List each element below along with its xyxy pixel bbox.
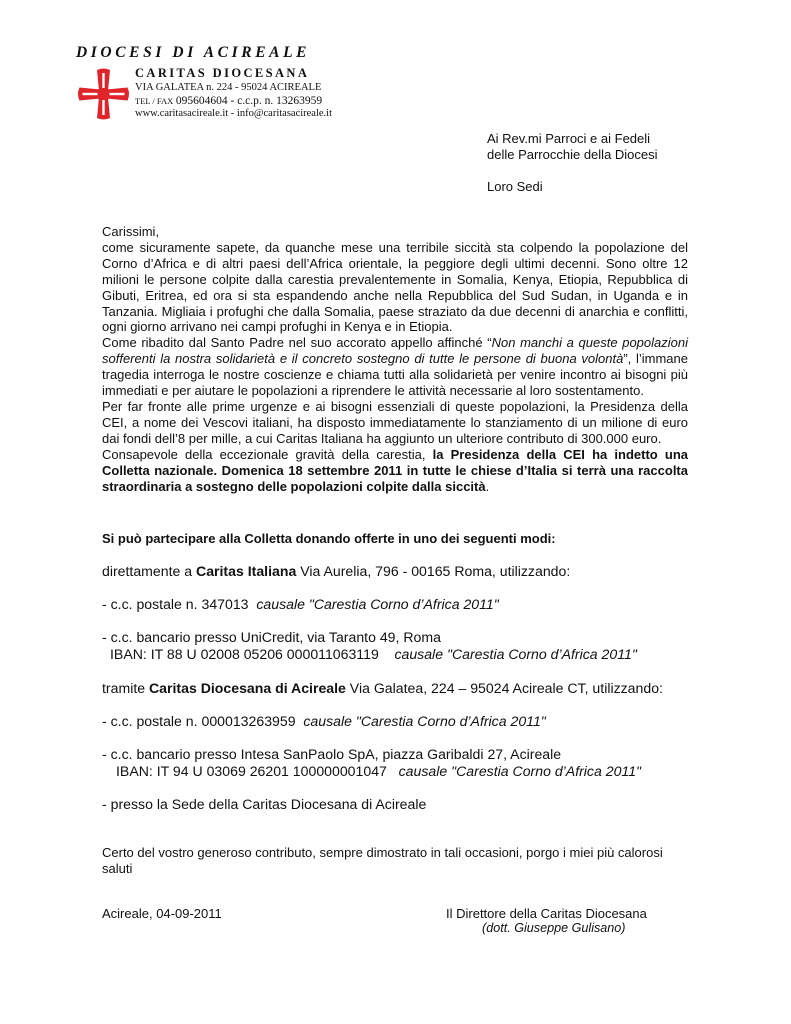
collection-announcement: la Presidenza della CEI ha indetto una Colletta nazionale. Domenica 18 settembre 2011 in tutte le chiese d’Italia si terrà una raccolta straordinaria a sostegno delle popolazioni colpite dalla siccità [102, 446, 689, 494]
ita-bank-account: - c.c. bancario presso UniCredit, via Taranto 49, Roma [102, 629, 441, 645]
organization-name: CARITAS DIOCESANA [135, 66, 310, 80]
paragraph-4 [102, 447, 688, 495]
logo-arm-slit [83, 93, 98, 95]
letterhead-website: www.caritasacireale.it - info@caritasacireale.it [135, 108, 333, 119]
donation-heading [102, 531, 556, 547]
a-suffix: Via Aurelia, 796 - 00165 Roma, utilizzando: [296, 563, 571, 579]
closing-text: Certo del vostro generoso contributo, sempre dimostrato in tali occasioni, porgo i miei più calorosi saluti [102, 845, 663, 876]
paragraph-3: Per far fronte alle prime urgenze e ai bisogni essenziali di queste popolazioni, la Presidenza della CEI, a nome dei Vescovi italiani, ha disposto immediatamente lo stanziamento di un milione di euro dai fondi dell’8 per mille, a cui Caritas Italiana ha aggiunto un ulteriore contributo di 300.000 euro. [102, 398, 688, 446]
caritas-italiana-line [102, 563, 570, 579]
signature-title: Il Direttore della Caritas Diocesana [446, 906, 647, 921]
b1-text: - c.c. postale n. 000013263959 [102, 713, 304, 729]
logo-center [99, 89, 109, 99]
b2-iban: IBAN: IT 94 U 03069 26201 100000001047 [116, 763, 399, 779]
paragraph-2-end: ”, l’immane tragedia interroga le nostre coscienze e chiama tutti alla solidarietà per venire incontro ai bisogni più immediati e per aiutare le popolazioni a riprendere le attività necessarie al loro sostentamento. [102, 351, 688, 399]
letterhead-phone [135, 95, 322, 107]
logo-arm-slit [102, 73, 104, 88]
a1-text: - c.c. postale n. 347013 [102, 596, 257, 612]
a2-iban: IBAN: IT 88 U 02008 05206 000011063119 [110, 646, 395, 662]
dio-postal-account [102, 713, 546, 729]
recipient-line-2: delle Parrocchie della Diocesi [487, 147, 658, 162]
dio-office: - presso la Sede della Caritas Diocesana di Acireale [102, 796, 427, 812]
signature-name-text: (dott. Giuseppe Gulisano) [482, 921, 626, 935]
donation-heading-text: Si può partecipare alla Colletta donando offerte in uno dei seguenti modi: [102, 531, 556, 546]
paragraph-2 [102, 335, 688, 399]
logo-arm-slit [102, 100, 104, 115]
dio-iban [116, 763, 641, 779]
recipient-line-1: Ai Rev.mi Parroci e ai Fedeli [487, 131, 651, 146]
a2-causale: causale "Carestia Corno d’Africa 2011" [394, 646, 637, 662]
caritas-cross-logo [76, 68, 131, 120]
pope-quote: Non manchi a queste popolazioni sofferenti la nostra solidarietà e il concreto sostegno di tutte le persone di buona volontà [102, 335, 688, 367]
recipient-line-3: Loro Sedi [487, 179, 543, 194]
paragraph-1: come sicuramente sapete, da quanche mese una terribile siccità sta colpendo la popolazione del Corno d’Africa e di altri paesi dell’Africa orientale, la peggiore degli ultimi decenni. Sono oltre 12 milioni le persone colpite dalla carestia prevalentemente in Somalia, Kenya, Etiopia, Repubblica di Gibuti, Eritrea, ed ora si sta espandendo anche nella Repubblica del Sud Sudan, in Uganda e in Tanzania. Migliaia i profughi che dalla Somalia, paese straziato da due decenni di anarchia e conflitti, ogni giorno arrivano nei campi profughi in Kenya e in Etiopia. [102, 239, 688, 335]
b1-causale: causale "Carestia Corno d’Africa 2011" [303, 713, 546, 729]
b2-causale: causale "Carestia Corno d’Africa 2011" [398, 763, 642, 779]
caritas-diocesana-name: Caritas Diocesana di Acireale [149, 680, 346, 696]
b-suffix: Via Galatea, 224 – 95024 Acireale CT, utilizzando: [345, 680, 663, 696]
tel-label: TEL / FAX [135, 96, 174, 106]
salutation: Carissimi, [102, 224, 160, 239]
paragraph-2-start: Come ribadito dal Santo Padre nel suo accorato appello affinché “ [102, 335, 492, 351]
a-prefix: direttamente a [102, 563, 197, 579]
ita-postal-account [102, 596, 499, 612]
paragraph-4-end: . [485, 478, 490, 494]
a1-causale: causale "Carestia Corno d’Africa 2011" [256, 596, 499, 612]
caritas-diocesana-line [102, 680, 663, 696]
caritas-italiana-name: Caritas Italiana [196, 563, 297, 579]
diocese-title: DIOCESI DI ACIREALE [76, 44, 311, 61]
paragraph-4-start: Consapevole della eccezionale gravità della carestia, [102, 446, 433, 462]
place-date: Acireale, 04-09-2011 [102, 906, 222, 921]
signature-name [482, 921, 626, 935]
letter-body [102, 224, 688, 494]
logo-arm-slit [110, 93, 125, 95]
ita-iban [110, 646, 637, 662]
tel-value: 095604604 - c.c.p. n. 13263959 [175, 95, 323, 107]
dio-bank-account: - c.c. bancario presso Intesa SanPaolo SpA, piazza Garibaldi 27, Acireale [102, 746, 562, 762]
b-prefix: tramite [102, 680, 149, 696]
letterhead-address: VIA GALATEA n. 224 - 95024 ACIREALE [135, 82, 322, 93]
